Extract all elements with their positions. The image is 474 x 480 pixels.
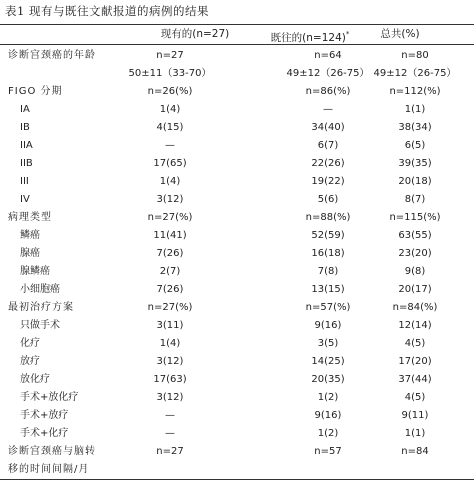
- chemoradiotherapy-row: [0, 371, 474, 389]
- row-label-cell: 腺癌: [20, 248, 40, 259]
- previous-cases-cell: 14(25): [311, 356, 345, 367]
- total-cases-cell: 20(17): [398, 284, 432, 295]
- row-label-cell: IA: [20, 104, 30, 115]
- brain-metastasis-interval-row-cont: [0, 461, 474, 479]
- current-cases-cell: n=27(%): [147, 212, 193, 223]
- current-cases-cell: 11(41): [153, 230, 187, 241]
- current-cases-cell: 7(26): [156, 284, 184, 295]
- row-label-cell: IV: [20, 194, 30, 205]
- surgery-chemotherapy-row: [0, 425, 474, 443]
- surgery-radiotherapy-row: [0, 407, 474, 425]
- previous-cases-cell: 13(15): [311, 284, 345, 295]
- row-label-cell: 诊断宫颈癌与脑转: [8, 446, 96, 457]
- previous-cases-cell: 20(35): [311, 374, 345, 385]
- header-total-cases: 总共(%): [380, 28, 420, 40]
- pathology-type-row: [0, 209, 474, 227]
- row-label-cell: III: [20, 176, 29, 187]
- total-cases-cell: 9(8): [404, 266, 426, 277]
- row-label-cell: 放疗: [20, 356, 40, 367]
- current-cases-cell: 50±11（33-70）: [128, 68, 212, 79]
- previous-cases-cell: 22(26): [311, 158, 345, 169]
- total-cases-cell: 20(18): [398, 176, 432, 187]
- row-label-cell: 只做手术: [20, 320, 60, 331]
- current-cases-cell: 3(12): [156, 392, 184, 403]
- current-cases-cell: —: [165, 428, 175, 439]
- previous-cases-cell: 7(8): [317, 266, 339, 277]
- total-cases-cell: n=80: [401, 50, 429, 61]
- header-previous-cases-footnote-mark: *: [345, 30, 350, 38]
- current-cases-cell: 1(4): [159, 104, 181, 115]
- radiotherapy-row: [0, 353, 474, 371]
- row-label-cell: 小细胞癌: [20, 284, 60, 295]
- total-cases-cell: n=115(%): [389, 212, 441, 223]
- previous-cases-cell: 34(40): [311, 122, 345, 133]
- total-cases-cell: n=84: [401, 446, 429, 457]
- row-label-cell: 放化疗: [20, 374, 50, 385]
- row-label-cell: 手术+放疗: [20, 410, 69, 421]
- row-label-cell: 病理类型: [8, 212, 52, 223]
- squamous-row: [0, 227, 474, 245]
- row-label-cell: 手术+放化疗: [20, 392, 79, 403]
- current-cases-cell: 1(4): [159, 176, 181, 187]
- previous-cases-cell: 19(22): [311, 176, 345, 187]
- total-cases-cell: 49±12（26-75）: [373, 68, 457, 79]
- previous-cases-cell: —: [323, 104, 333, 115]
- row-label-cell: IB: [20, 122, 30, 133]
- current-cases-cell: 3(12): [156, 356, 184, 367]
- small-cell-row: [0, 281, 474, 299]
- row-label-cell: 鳞癌: [20, 230, 40, 241]
- adenocarcinoma-row: [0, 245, 474, 263]
- row-label-cell: IIB: [20, 158, 33, 169]
- row-label-cell: 化疗: [20, 338, 40, 349]
- current-cases-cell: 17(65): [153, 158, 187, 169]
- current-cases-cell: n=27: [156, 446, 184, 457]
- previous-cases-cell: 9(16): [314, 320, 342, 331]
- stage-iii-row: [0, 173, 474, 191]
- initial-treatment-row: [0, 299, 474, 317]
- previous-cases-cell: n=86(%): [305, 86, 351, 97]
- total-cases-cell: 38(34): [398, 122, 432, 133]
- total-cases-cell: 39(35): [398, 158, 432, 169]
- current-cases-cell: —: [165, 410, 175, 421]
- current-cases-cell: 17(63): [153, 374, 187, 385]
- header-current-cases: 现有的(n=27): [160, 28, 230, 40]
- row-label-cell: 最初治疗方案: [8, 302, 74, 313]
- header-previous-cases-label: 既往的(n=124): [270, 32, 346, 44]
- current-cases-cell: —: [165, 140, 175, 151]
- total-cases-cell: 37(44): [398, 374, 432, 385]
- table-caption: 表1 现有与既往文献报道的病例的结果: [5, 4, 209, 18]
- previous-cases-cell: n=88(%): [305, 212, 351, 223]
- total-cases-cell: 23(20): [398, 248, 432, 259]
- current-cases-cell: n=26(%): [147, 86, 193, 97]
- table-body: [0, 47, 474, 479]
- previous-cases-cell: 9(16): [314, 410, 342, 421]
- results-table: [0, 24, 474, 480]
- current-cases-cell: n=27: [156, 50, 184, 61]
- age-range-row: [0, 65, 474, 83]
- current-cases-cell: 7(26): [156, 248, 184, 259]
- current-cases-cell: 2(7): [159, 266, 181, 277]
- total-cases-cell: 63(55): [398, 230, 432, 241]
- total-cases-cell: 4(5): [404, 392, 426, 403]
- row-label-cell: 手术+化疗: [20, 428, 69, 439]
- surgery-chemoradiotherapy-row: [0, 389, 474, 407]
- current-cases-cell: 3(11): [156, 320, 184, 331]
- previous-cases-cell: 3(5): [317, 338, 339, 349]
- chemotherapy-row: [0, 335, 474, 353]
- stage-ia-row: [0, 101, 474, 119]
- surgery-only-row: [0, 317, 474, 335]
- row-label-cell: IIA: [20, 140, 33, 151]
- total-cases-cell: 1(1): [404, 104, 426, 115]
- total-cases-cell: 17(20): [398, 356, 432, 367]
- total-cases-cell: n=84(%): [392, 302, 438, 313]
- total-cases-cell: 6(5): [404, 140, 426, 151]
- previous-cases-cell: 6(7): [317, 140, 339, 151]
- total-cases-cell: 4(5): [404, 338, 426, 349]
- figo-stage-row: [0, 83, 474, 101]
- row-label-cell: 移的时间间隔/月: [8, 464, 90, 475]
- total-cases-cell: n=112(%): [389, 86, 441, 97]
- previous-cases-cell: n=57(%): [305, 302, 351, 313]
- stage-iv-row: [0, 191, 474, 209]
- total-cases-cell: 1(1): [404, 428, 426, 439]
- age-at-diagnosis-row: [0, 47, 474, 65]
- brain-metastasis-interval-row: [0, 443, 474, 461]
- stage-iia-row: [0, 137, 474, 155]
- previous-cases-cell: n=57: [314, 446, 342, 457]
- row-label-cell: FIGO 分期: [8, 86, 63, 97]
- adenosquamous-row: [0, 263, 474, 281]
- current-cases-cell: n=27(%): [147, 302, 193, 313]
- previous-cases-cell: 52(59): [311, 230, 345, 241]
- total-cases-cell: 9(11): [401, 410, 429, 421]
- total-cases-cell: 8(7): [404, 194, 426, 205]
- previous-cases-cell: n=64: [314, 50, 342, 61]
- stage-ib-row: [0, 119, 474, 137]
- previous-cases-cell: 49±12（26-75）: [286, 68, 370, 79]
- row-label-cell: 诊断宫颈癌的年龄: [8, 50, 96, 61]
- previous-cases-cell: 16(18): [311, 248, 345, 259]
- current-cases-cell: 3(12): [156, 194, 184, 205]
- previous-cases-cell: 5(6): [317, 194, 339, 205]
- current-cases-cell: 1(4): [159, 338, 181, 349]
- total-cases-cell: 12(14): [398, 320, 432, 331]
- previous-cases-cell: 1(2): [317, 392, 339, 403]
- stage-iib-row: [0, 155, 474, 173]
- table-header-row: [0, 25, 474, 44]
- row-label-cell: 腺鳞癌: [20, 266, 50, 277]
- current-cases-cell: 4(15): [156, 122, 184, 133]
- previous-cases-cell: 1(2): [317, 428, 339, 439]
